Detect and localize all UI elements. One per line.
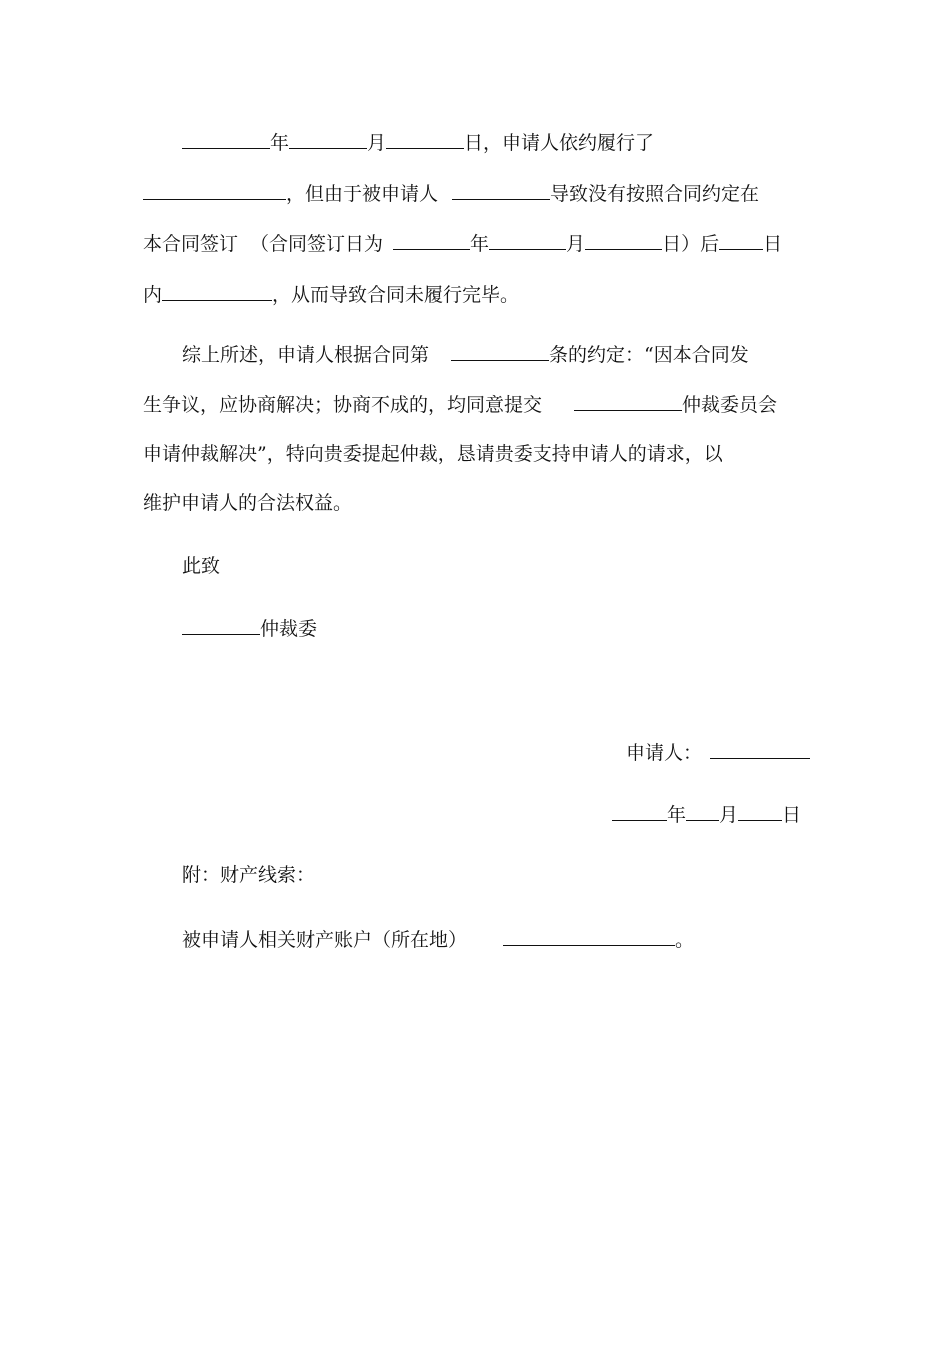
- para1-line1: [182, 131, 654, 154]
- month-label: 月: [367, 132, 387, 154]
- year-blank: [182, 131, 270, 149]
- recipient-text: 仲裁委: [260, 618, 318, 640]
- clause-text: 条的约定：“因本合同发: [549, 344, 749, 366]
- para2-line3: [143, 443, 723, 465]
- sig-year-blank: [612, 803, 667, 821]
- salute-text: 此致: [182, 555, 221, 577]
- year-label: 年: [270, 132, 290, 154]
- applicant-label: 申请人：: [626, 742, 703, 764]
- sig-year-label: 年: [667, 804, 687, 826]
- attachment-heading: [182, 864, 315, 886]
- recipient: [182, 617, 317, 640]
- request-text: 申请仲裁解决”，特向贵委提起仲裁，恳请贵委支持申请人的请求，以: [143, 443, 723, 465]
- recipient-blank: [182, 617, 260, 635]
- para1-line2: [143, 182, 759, 205]
- para1-line3: [143, 232, 782, 255]
- days-label: 日: [763, 233, 783, 255]
- para2-line4: [143, 492, 352, 514]
- sign-year-blank: [393, 232, 470, 250]
- unfinished-text: ，从而导致合同未履行完毕。: [272, 284, 520, 306]
- property-account: [182, 928, 694, 951]
- sign-month-blank: [489, 232, 566, 250]
- para2-line2: [143, 393, 777, 416]
- account-label: 被申请人相关财产账户（所在地）: [182, 929, 468, 951]
- respondent-text: ，但由于被申请人: [286, 183, 439, 205]
- sig-day-label: 日: [782, 804, 802, 826]
- signature-date: [612, 803, 801, 826]
- account-end: 。: [675, 929, 695, 951]
- dispute-text: 生争议，应协商解决；协商不成的，均同意提交: [143, 394, 543, 416]
- month-blank: [289, 131, 367, 149]
- clause-blank: [451, 343, 549, 361]
- salute: [182, 555, 220, 577]
- days-blank: [719, 232, 763, 250]
- account-blank: [503, 928, 675, 946]
- after-text: 日）后: [662, 233, 720, 255]
- applicant-blank: [710, 741, 810, 759]
- obligation-blank: [162, 283, 272, 301]
- sig-month-label: 月: [719, 804, 739, 826]
- day-performed-text: 日，申请人依约履行了: [464, 132, 655, 154]
- performance-blank: [143, 182, 286, 200]
- commission-blank: [574, 393, 682, 411]
- day-blank: [386, 131, 464, 149]
- sign-day-blank: [585, 232, 662, 250]
- para2-line1: [182, 343, 749, 366]
- sig-month-blank: [686, 803, 719, 821]
- breach-text: 导致没有按照合同约定在: [550, 183, 760, 205]
- sign-month-label: 月: [566, 233, 586, 255]
- sign-year-label: 年: [470, 233, 490, 255]
- cause-blank: [452, 182, 550, 200]
- within-text: 内: [143, 284, 163, 306]
- applicant-signature: [626, 741, 810, 764]
- contract-signed-text: 本合同签订: [143, 233, 239, 255]
- attachment-heading-text: 附：财产线索：: [182, 864, 316, 886]
- summary-text: 综上所述，申请人根据合同第: [182, 344, 430, 366]
- rights-text: 维护申请人的合法权益。: [143, 492, 353, 514]
- commission-text: 仲裁委员会: [682, 394, 778, 416]
- sig-day-blank: [738, 803, 782, 821]
- para1-line4: [143, 283, 519, 306]
- signing-date-text: （合同签订日为: [250, 233, 384, 255]
